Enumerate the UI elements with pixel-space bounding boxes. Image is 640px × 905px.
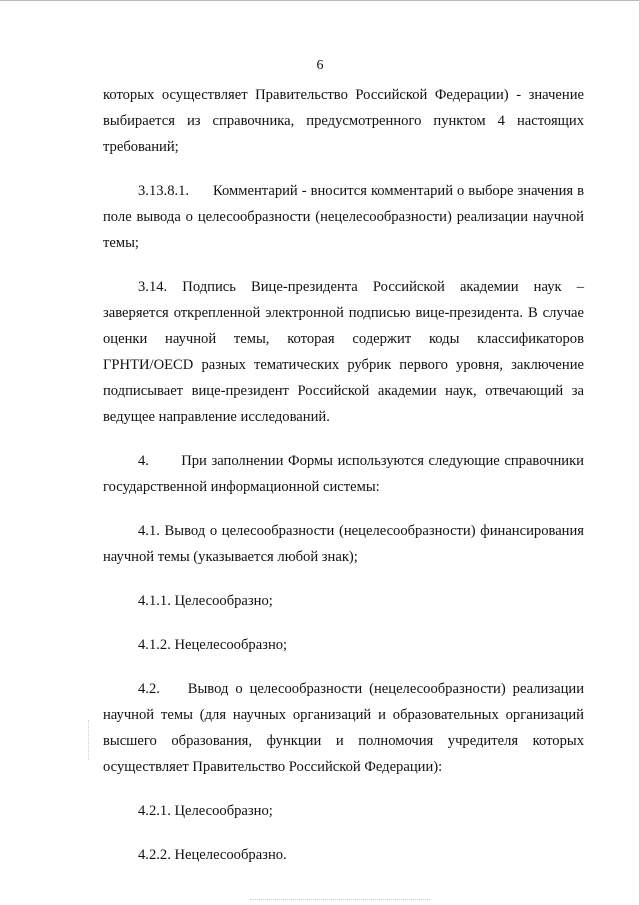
scan-artifact-bottom [250, 899, 430, 901]
paragraph-4-2-1: 4.2.1. Целесообразно; [138, 803, 273, 819]
page-edge-top [0, 0, 640, 1]
paragraph-4-1: 4.1. Вывод о целесообразности (нецелесообразности) финансирования научной темы (указывается любой знак); [103, 523, 584, 565]
paragraph-continuation: которых осуществляет Правительство Российской Федерации) - значение выбирается из справочника, предусмотренного пунктом 4 настоящих требований; [103, 87, 584, 155]
document-body [103, 82, 584, 868]
paragraph-4-1-1: 4.1.1. Целесообразно; [138, 593, 273, 609]
paragraph-3-14: 3.14. Подпись Вице-президента Российской академии наук – заверяется открепленной электронной подписью вице-президента. В случае оценки научной темы, которая содержит коды классификаторов ГРНТИ/OECD разных тематических рубрик первого уровня, заключение подписывает вице-президент Российской академии наук, отвечающий за ведущее направление исследований. [103, 279, 584, 425]
page-number: 6 [316, 58, 324, 73]
paragraph-4-1-2: 4.1.2. Нецелесообразно; [138, 637, 288, 653]
paragraph-4-2: 4.2. Вывод о целесообразности (нецелесообразности) реализации научной темы (для научных организаций и образовательных организаций высшего образования, функции и полномочия учредителя которых осуществляет Правительство Российской Федерации): [103, 681, 584, 775]
scan-artifact [88, 720, 90, 760]
paragraph-4: 4. При заполнении Формы используются следующие справочники государственной информационной системы: [103, 453, 584, 495]
paragraph-4-2-2: 4.2.2. Нецелесообразно. [138, 847, 287, 863]
paragraph-3-13-8-1: 3.13.8.1. Комментарий - вносится комментарий о выборе значения в поле вывода о целесообразности (нецелесообразности) реализации научной темы; [103, 183, 584, 251]
